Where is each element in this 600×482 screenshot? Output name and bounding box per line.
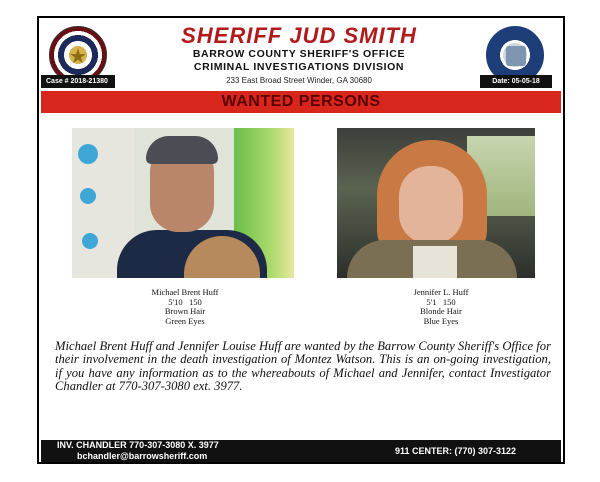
wanted-banner: WANTED PERSONS [41, 91, 561, 113]
division-name: CRIMINAL INVESTIGATIONS DIVISION [193, 61, 405, 73]
case-number: Case # 2018-21380 [41, 75, 115, 88]
suspect-hair: Brown Hair [164, 306, 206, 316]
investigator-email: bchandler@barrowsheriff.com [77, 451, 208, 461]
poster-date: Date: 05-05-18 [480, 75, 552, 88]
wanted-poster [37, 16, 565, 464]
photo-detail [80, 188, 96, 204]
photo-detail [146, 136, 218, 164]
photo-detail [413, 246, 457, 278]
suspect-name: Jennifer L. Huff [413, 287, 469, 297]
contact-footer [41, 440, 561, 462]
911-center-contact: 911 CENTER: (770) 307-3122 [395, 446, 517, 456]
photo-detail [82, 233, 98, 249]
photo-detail [399, 166, 463, 244]
case-narrative: Michael Brent Huff and Jennifer Louise Huff are wanted by the Barrow County Sheriff's Office for their involvement in the death investigation of Montez Watson. This is an on-going investigation, if you have any information as to the whereabouts of Michael and Jennifer, contact Investigator Chandler at 770-307-3080 ext. 3977. [55, 339, 551, 393]
seal-emblem-icon [506, 46, 526, 66]
office-name: BARROW COUNTY SHERIFF'S OFFICE [192, 48, 406, 60]
office-address: 233 East Broad Street Winder, GA 30680 [226, 76, 372, 85]
suspect-photo-michael [72, 128, 294, 278]
photo-detail [78, 144, 98, 164]
suspect-description-michael [100, 288, 270, 326]
investigator-contact: INV. CHANDLER 770-307-3080 X. 3977 [57, 440, 219, 450]
suspect-name: Michael Brent Huff [151, 287, 219, 297]
suspect-height-weight: 5'1 150 [426, 296, 456, 307]
suspect-height-weight: 5'10 150 [168, 296, 202, 307]
suspect-eyes: Blue Eyes [423, 315, 459, 326]
suspect-hair: Blonde Hair [420, 306, 462, 316]
suspect-photo-jennifer [337, 128, 535, 278]
suspect-eyes: Green Eyes [165, 315, 205, 326]
page-title: SHERIFF JUD SMITH [181, 23, 417, 48]
suspect-description-jennifer [356, 288, 526, 326]
star-icon: ★ [69, 44, 87, 68]
